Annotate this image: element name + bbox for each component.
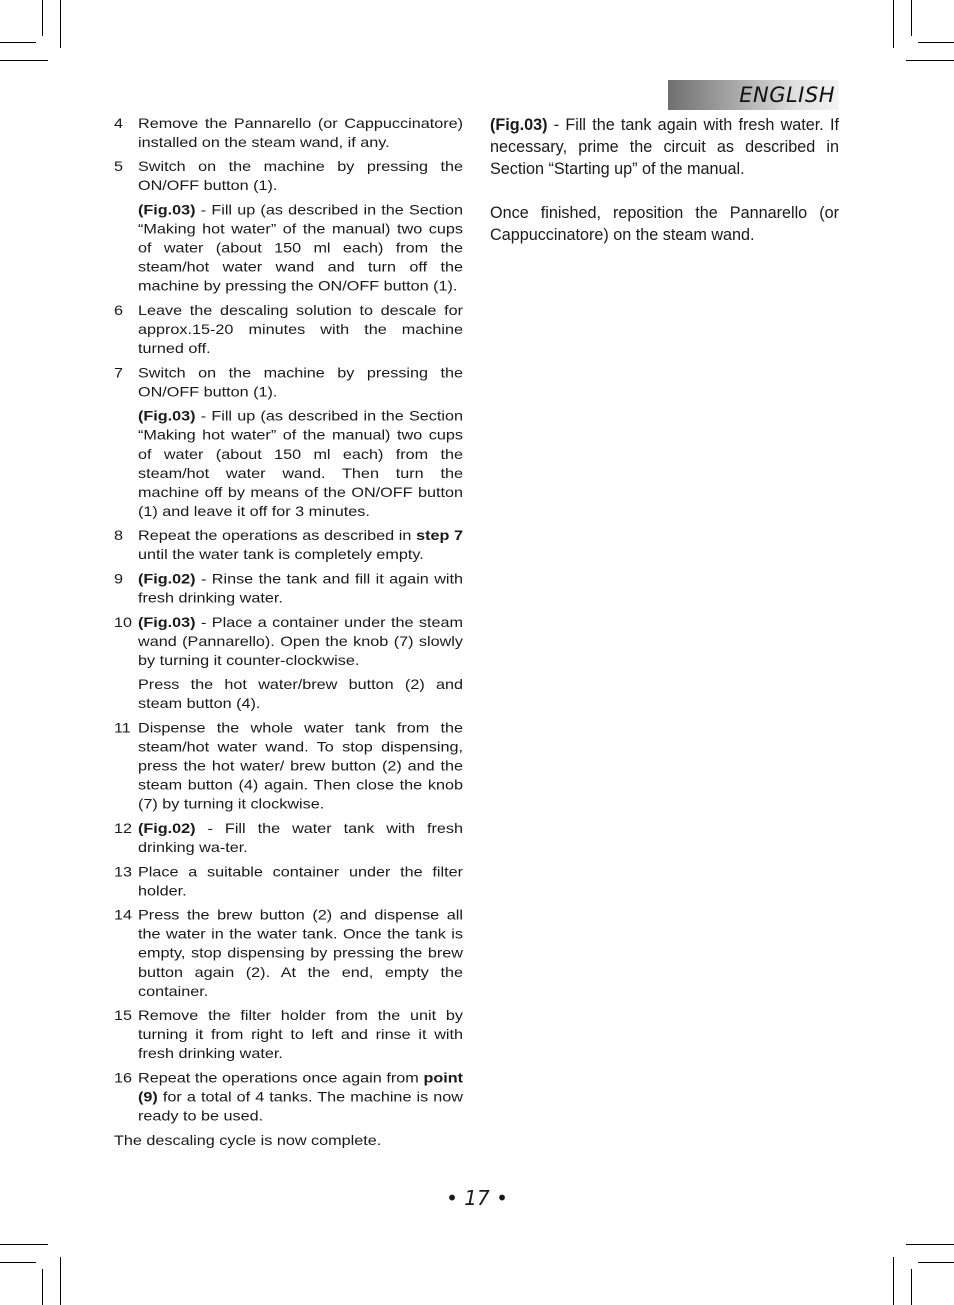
item-text: - Place a container under the steam wand (Pannarello). Open the knob (7) slowly by turning it counter-clockwise.: [138, 614, 463, 669]
item-text: Switch on the machine by pressing the ON/OFF button (1).: [138, 159, 463, 194]
crop-mark: [42, 1269, 43, 1305]
item-subparagraph: [138, 201, 463, 296]
item-text: Place a suitable container under the filter holder.: [138, 864, 463, 899]
crop-mark: [60, 0, 61, 48]
figure-ref: (Fig.03): [138, 202, 196, 218]
left-column: [114, 114, 463, 1150]
figure-ref: (Fig.03): [138, 408, 196, 425]
paragraph: [490, 114, 839, 180]
figure-ref: (Fig.02): [138, 820, 196, 837]
item-number: 14: [114, 907, 133, 924]
list-item: [114, 906, 463, 1001]
item-number: 4: [114, 115, 124, 132]
item-text: for a total of 4 tanks. The machine is now ready to be used.: [138, 1089, 463, 1125]
closing-note: The descaling cycle is now complete.: [114, 1132, 382, 1149]
step-ref: point (9): [138, 1070, 463, 1105]
paragraph-text: - Fill the tank again with fresh water. If necessary, prime the circuit as described in Section “Starting up” of the manual.: [490, 116, 839, 178]
crop-mark: [42, 0, 43, 36]
item-number: 9: [114, 571, 124, 587]
item-subparagraph: [138, 407, 463, 521]
list-item: [114, 526, 463, 564]
list-item: [114, 862, 463, 900]
item-text: Switch on the machine by pressing the ON/OFF button (1).: [138, 365, 463, 400]
item-subtext: - Fill up (as described in the Section “Making hot water” of the manual) two cups of water (about 150 ml each) from the steam/hot water wand and turn off the machine by pressing the ON/OFF button (1).: [138, 202, 463, 295]
crop-mark: [906, 1244, 954, 1245]
crop-mark: [893, 0, 894, 48]
item-number: 11: [114, 720, 131, 736]
list-item: [114, 570, 463, 608]
list-item: [114, 157, 463, 296]
item-text: Press the brew button (2) and dispense all the water in the water tank. Once the tank is empty, stop dispensing by pressing the brew button again (2). At the end, empty the container.: [138, 907, 463, 1000]
list-item: [114, 114, 463, 152]
crop-mark: [918, 42, 954, 43]
item-text: Remove the filter holder from the unit by turning it from right to left and rinse it with fresh drinking water.: [138, 1007, 463, 1062]
crop-mark: [918, 1262, 954, 1263]
item-number: 6: [114, 302, 124, 319]
list-item: [114, 819, 463, 857]
item-text: until the water tank is completely empty.: [138, 547, 424, 563]
item-number: 8: [114, 528, 124, 544]
list-item: [114, 363, 463, 521]
item-number: 7: [114, 365, 124, 381]
crop-mark: [60, 1257, 61, 1305]
crop-mark: [911, 1269, 912, 1305]
list-item: [114, 613, 463, 713]
language-header: [668, 80, 839, 110]
item-number: 10: [114, 614, 133, 631]
item-text: Remove the Pannarello (or Cappuccinatore) installed on the steam wand, if any.: [138, 115, 463, 151]
list-item: [114, 719, 463, 814]
figure-ref: (Fig.03): [490, 116, 548, 134]
item-text: Repeat the operations as described in: [138, 528, 417, 544]
list-item: [114, 1006, 463, 1063]
right-column: [490, 114, 839, 246]
item-subtext: - Fill up (as described in the Section “Making hot water” of the manual) two cups of water (about 150 ml each) from the steam/hot water wand. Then turn the machine off by means of the ON/OFF button (1) and leave it off for 3 minutes.: [138, 408, 463, 520]
figure-ref: (Fig.03): [138, 614, 196, 631]
item-subtext: Press the hot water/brew button (2) and steam button (4).: [138, 677, 463, 712]
item-text: Repeat the operations once again from: [138, 1070, 424, 1086]
item-number: 16: [114, 1070, 133, 1086]
list-item: [114, 301, 463, 358]
figure-ref: (Fig.02): [138, 571, 196, 587]
item-text: - Fill the water tank with fresh drinking wa-ter.: [138, 820, 463, 856]
language-label: ENGLISH: [739, 83, 835, 107]
list-item: [114, 1069, 463, 1126]
item-number: 12: [114, 820, 133, 837]
paragraph: Once finished, reposition the Pannarello (or Cappuccinatore) on the steam wand.: [490, 204, 839, 244]
item-text: Dispense the whole water tank from the steam/hot water wand. To stop dispensing, press the hot water/ brew button (2) and the steam button (4) again. Then close the knob (7) by turning it clockwise.: [138, 720, 463, 813]
item-text: - Rinse the tank and fill it again with fresh drinking water.: [138, 571, 463, 607]
item-number: 15: [114, 1007, 133, 1024]
page-number: • 17 •: [446, 1186, 508, 1210]
crop-mark: [0, 1262, 36, 1263]
crop-mark: [0, 1244, 48, 1245]
crop-mark: [0, 60, 48, 61]
item-number: 5: [114, 159, 124, 175]
crop-mark: [893, 1257, 894, 1305]
item-text: Leave the descaling solution to descale for approx.15-20 minutes with the machine turned off.: [138, 302, 463, 357]
crop-mark: [0, 42, 36, 43]
step-ref: step 7: [416, 528, 463, 544]
item-number: 13: [114, 864, 133, 880]
crop-mark: [911, 0, 912, 36]
crop-mark: [906, 60, 954, 61]
